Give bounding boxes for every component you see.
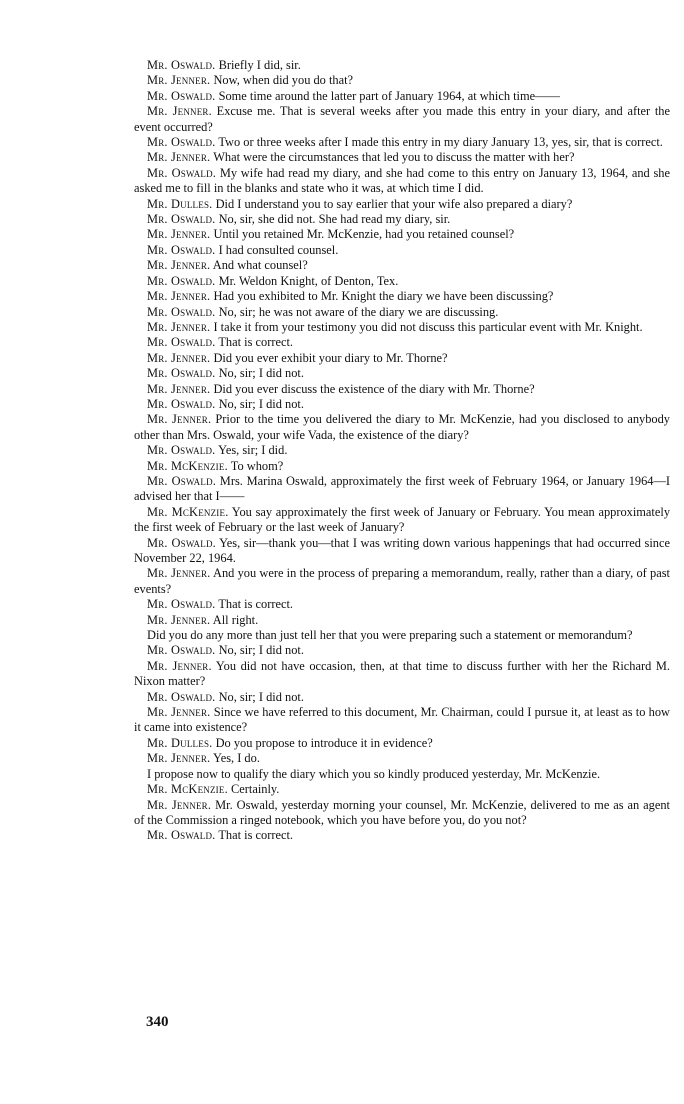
transcript-paragraph [134,197,670,212]
transcript-paragraph [134,73,670,88]
speaker-name: Mr. Dulles. [147,735,213,750]
statement-text: Since we have referred to this document, Mr. Chairman, could I pursue it, at least as to how it came into existence? [134,705,670,735]
speaker-name: Mr. Oswald. [147,212,216,227]
statement-text: Yes, sir; I did. [218,443,288,458]
speaker-name: Mr. Jenner. [147,412,212,427]
speaker-name: Mr. Jenner. [147,705,211,720]
speaker-name: Mr. McKenzie. [147,504,229,519]
speaker-name: Mr. Jenner. [147,612,211,627]
statement-text: All right. [212,612,259,627]
speaker-name: Mr. Oswald. [147,366,216,381]
testimony-transcript [134,58,670,844]
speaker-name: Mr. Oswald. [147,335,216,350]
transcript-paragraph [134,58,670,73]
transcript-paragraph [134,782,670,797]
statement-text: Did I understand you to say earlier that your wife also prepared a diary? [215,196,573,211]
speaker-name: Mr. Oswald. [147,304,216,319]
speaker-name: Mr. Oswald. [147,643,216,658]
speaker-name: Mr. Jenner. [147,319,211,334]
speaker-name: Mr. Oswald. [147,597,216,612]
transcript-paragraph [134,150,670,165]
statement-text: That is correct. [218,597,293,612]
speaker-name: Mr. Jenner. [147,258,211,273]
transcript-paragraph [134,243,670,258]
statement-text: No, sir; I did not. [218,396,304,411]
transcript-paragraph [134,382,670,397]
transcript-paragraph [134,104,670,135]
speaker-name: Mr. McKenzie. [147,458,228,473]
transcript-paragraph [134,412,670,443]
statement-text: Did you ever discuss the existence of the diary with Mr. Thorne? [213,381,535,396]
statement-text: Now, when did you do that? [213,73,354,88]
transcript-paragraph [134,736,670,751]
speaker-name: Mr. Jenner. [147,797,212,812]
transcript-paragraph [134,628,670,643]
statement-text: I propose now to qualify the diary which you so kindly produced yesterday, Mr. McKenzie. [147,766,601,781]
speaker-name: Mr. Oswald. [147,473,217,488]
speaker-name: Mr. Oswald. [147,535,216,550]
statement-text: I had consulted counsel. [218,242,339,257]
transcript-paragraph [134,258,670,273]
speaker-name: Mr. McKenzie. [147,782,228,797]
transcript-paragraph [134,135,670,150]
statement-text: To whom? [230,458,284,473]
transcript-paragraph [134,212,670,227]
speaker-name: Mr. Jenner. [147,150,211,165]
statement-text: That is correct. [218,828,293,843]
speaker-name: Mr. Oswald. [147,88,216,103]
speaker-name: Mr. Oswald. [147,443,216,458]
statement-text: No, sir; I did not. [218,689,304,704]
speaker-name: Mr. Oswald. [147,165,217,180]
statement-text: No, sir; he was not aware of the diary we are discussing. [218,304,499,319]
transcript-paragraph [134,474,670,505]
speaker-name: Mr. Oswald. [147,396,216,411]
transcript-paragraph [134,289,670,304]
page-number: 340 [146,1014,169,1030]
transcript-paragraph [134,536,670,567]
statement-text: Yes, sir—thank you—that I was writing down various happenings that had occurred since November 22, 1964. [134,535,670,565]
speaker-name: Mr. Jenner. [147,350,211,365]
statement-text: That is correct. [218,335,293,350]
statement-text: Briefly I did, sir. [218,58,301,72]
transcript-paragraph [134,335,670,350]
statement-text: Had you exhibited to Mr. Knight the diary we have been discussing? [213,289,554,304]
transcript-paragraph [134,597,670,612]
statement-text: And you were in the process of preparing a memorandum, really, rather than a diary, of past events? [134,566,670,596]
transcript-paragraph [134,828,670,843]
transcript-paragraph [134,443,670,458]
statement-text: Did you ever exhibit your diary to Mr. Thorne? [213,350,448,365]
statement-text: Until you retained Mr. McKenzie, had you retained counsel? [213,227,515,242]
statement-text: I take it from your testimony you did not discuss this particular event with Mr. Knight. [213,319,643,334]
speaker-name: Mr. Oswald. [147,273,216,288]
transcript-paragraph [134,643,670,658]
speaker-name: Mr. Oswald. [147,828,216,843]
speaker-name: Mr. Jenner. [147,227,211,242]
speaker-name: Mr. Jenner. [147,566,211,581]
transcript-paragraph [134,690,670,705]
statement-text: No, sir; I did not. [218,366,304,381]
transcript-paragraph [134,705,670,736]
statement-text: Do you propose to introduce it in evidence? [215,735,433,750]
transcript-paragraph [134,166,670,197]
transcript-paragraph [134,305,670,320]
statement-text: Mr. Weldon Knight, of Denton, Tex. [218,273,399,288]
transcript-paragraph [134,227,670,242]
statement-text: No, sir; I did not. [218,643,304,658]
statement-text: You did not have occasion, then, at that time to discuss further with her the Richard M. Nixon matter? [134,658,670,689]
speaker-name: Mr. Oswald. [147,689,216,704]
statement-text: My wife had read my diary, and she had come to this entry on January 13, 1964, and she asked me to fill in the blanks and state who it was, at which time I did. [134,165,670,196]
statement-text: Excuse me. That is several weeks after you made this entry in your diary, and after the event occurred? [134,104,670,134]
speaker-name: Mr. Jenner. [147,73,211,88]
speaker-name: Mr. Oswald. [147,242,216,257]
statement-text: Two or three weeks after I made this entry in my diary January 13, yes, sir, that is correct. [218,135,663,150]
speaker-name: Mr. Oswald. [147,135,216,150]
statement-text: Mr. Oswald, yesterday morning your counsel, Mr. McKenzie, delivered to me as an agent of the Commission a ringed notebook, which you have before you, do you not? [134,797,670,827]
transcript-paragraph [134,320,670,335]
transcript-paragraph [134,613,670,628]
transcript-paragraph [134,459,670,474]
transcript-paragraph [134,505,670,536]
transcript-paragraph [134,351,670,366]
transcript-paragraph [134,751,670,766]
speaker-name: Mr. Oswald. [147,58,216,72]
statement-text: And what counsel? [212,258,308,273]
transcript-paragraph [134,798,670,829]
transcript-paragraph [134,659,670,690]
speaker-name: Mr. Jenner. [147,289,211,304]
statement-text: Yes, I do. [212,751,260,766]
speaker-name: Mr. Dulles. [147,196,213,211]
statement-text: Prior to the time you delivered the diary to Mr. McKenzie, had you disclosed to anybody other than Mrs. Oswald, your wife Vada, the existence of the diary? [134,412,670,442]
statement-text: You say approximately the first week of January or February. You mean approximately the first week of February or the last week of January? [134,504,671,535]
transcript-paragraph [134,767,670,782]
transcript-paragraph [134,397,670,412]
statement-text: Did you do any more than just tell her that you were preparing such a statement or memorandum? [147,628,633,643]
statement-text: What were the circumstances that led you to discuss the matter with her? [213,150,575,165]
speaker-name: Mr. Jenner. [147,658,212,673]
transcript-paragraph [134,274,670,289]
transcript-paragraph [134,89,670,104]
statement-text: Some time around the latter part of January 1964, at which time—— [218,88,560,103]
statement-text: Mrs. Marina Oswald, approximately the first week of February 1964, or January 1964—I advised her that I—— [134,473,670,504]
transcript-paragraph [134,566,670,597]
speaker-name: Mr. Jenner. [147,381,211,396]
speaker-name: Mr. Jenner. [147,751,211,766]
statement-text: Certainly. [230,782,280,797]
transcript-paragraph [134,366,670,381]
speaker-name: Mr. Jenner. [147,104,212,119]
statement-text: No, sir, she did not. She had read my diary, sir. [218,212,451,227]
